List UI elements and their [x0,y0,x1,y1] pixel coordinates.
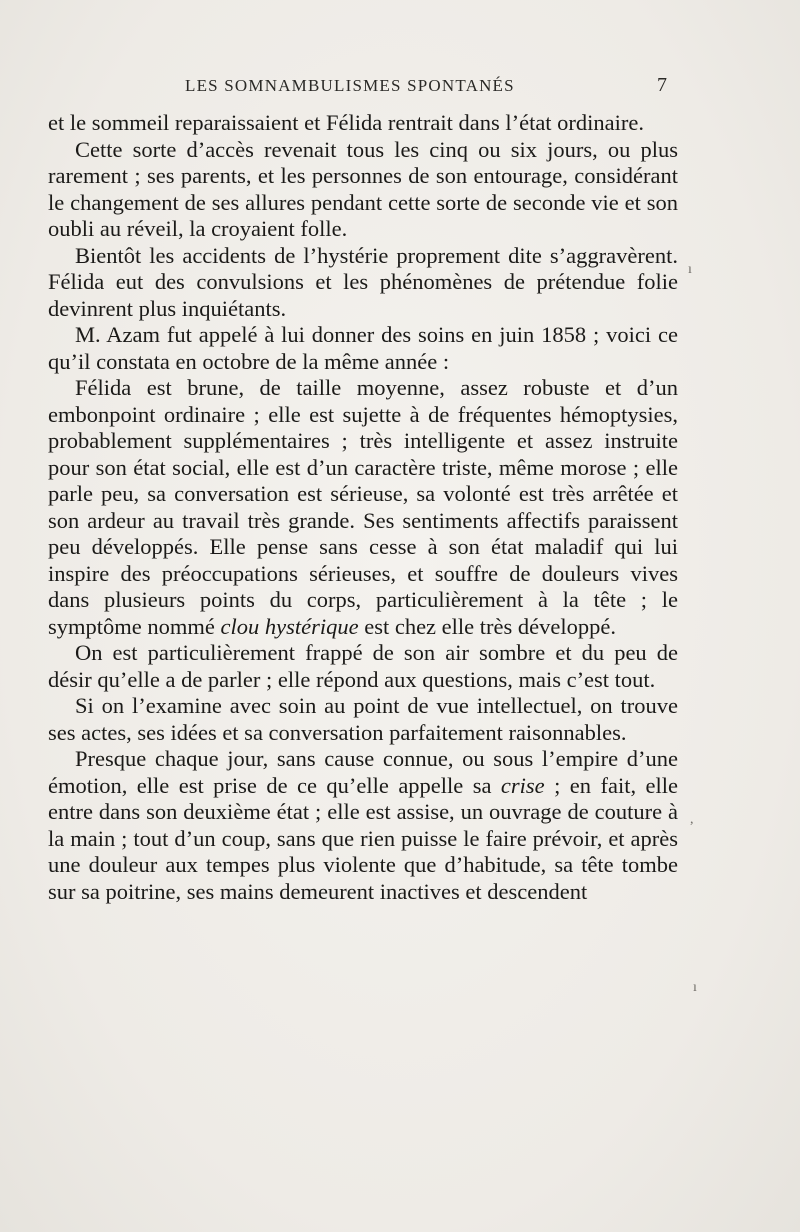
running-title: LES SOMNAMBULISMES SPONTANÉS [185,76,515,95]
italic-phrase: crise [500,772,545,798]
italic-phrase: clou hystérique [220,613,359,639]
text-run: Presque chaque jour, sans cause connue, ou sous l’empire d’une émotion, elle est prise de ce qu’elle appelle sa [48,746,678,798]
paragraph [48,640,678,693]
paragraph [48,322,678,375]
paragraph [48,746,678,905]
paragraph [48,137,678,243]
margin-speck: , [690,812,694,827]
paragraph [48,375,678,640]
text-run: Bientôt les accidents de l’hystérie proprement dite s’aggravèrent. Félida eut des convulsions et les phénomènes de prétendue folie devinrent plus inquiétants. [48,242,678,321]
paragraph [48,110,678,137]
body-text [48,110,678,905]
text-run: et le sommeil reparaissaient et Félida rentrait dans l’état ordinaire. [48,110,645,135]
text-run: On est particulièrement frappé de son air sombre et du peu de désir qu’elle a de parler ; elle répond aux questions, mais c’est tout. [48,640,678,692]
running-head [60,74,675,104]
paragraph [48,693,678,746]
text-run: M. Azam fut appelé à lui donner des soins en juin 1858 ; voici ce qu’il constata en octobre de la même année : [48,322,678,374]
paragraph [48,243,678,323]
margin-speck: ı [693,980,697,995]
text-run: est chez elle très développé. [358,613,616,639]
margin-speck: ı [688,262,692,277]
text-run: Félida est brune, de taille moyenne, assez robuste et d’un embonpoint ordinaire ; elle est sujette à de fréquentes hémoptysies, probablement supplémentaires ; très intelligente et assez instruite pour son état social, elle est d’un caractère triste, même morose ; elle parle peu, sa conversation est sérieuse, sa volonté est très arrêtée et son ardeur au travail très grande. Ses sentiments affectifs paraissent peu développés. Elle pense sans cesse à son état maladif qui lui inspire des préoccupations sérieuses, et souffre de douleurs vives dans plusieurs points du corps, particulièrement à la tête ; le symptôme nommé [48,375,678,639]
page-number: 7 [657,74,667,96]
text-run: ; en fait, elle entre dans son deuxième état ; elle est assise, un ouvrage de couture à la main ; tout d’un coup, sans que rien puisse le faire prévoir, et après une douleur aux tempes plus violente que d’habitude, sa tête tombe sur sa poitrine, ses mains demeurent inactives et descendent [48,772,678,904]
text-run: Cette sorte d’accès revenait tous les cinq ou six jours, ou plus rarement ; ses parents, et les personnes de son entourage, considérant le changement de ses allures pendant cette sorte de seconde vie et son oubli au réveil, la croyaient folle. [48,136,678,241]
text-run: Si on l’examine avec soin au point de vue intellectuel, on trouve ses actes, ses idées et sa conversation parfaitement raisonnables. [48,693,678,745]
